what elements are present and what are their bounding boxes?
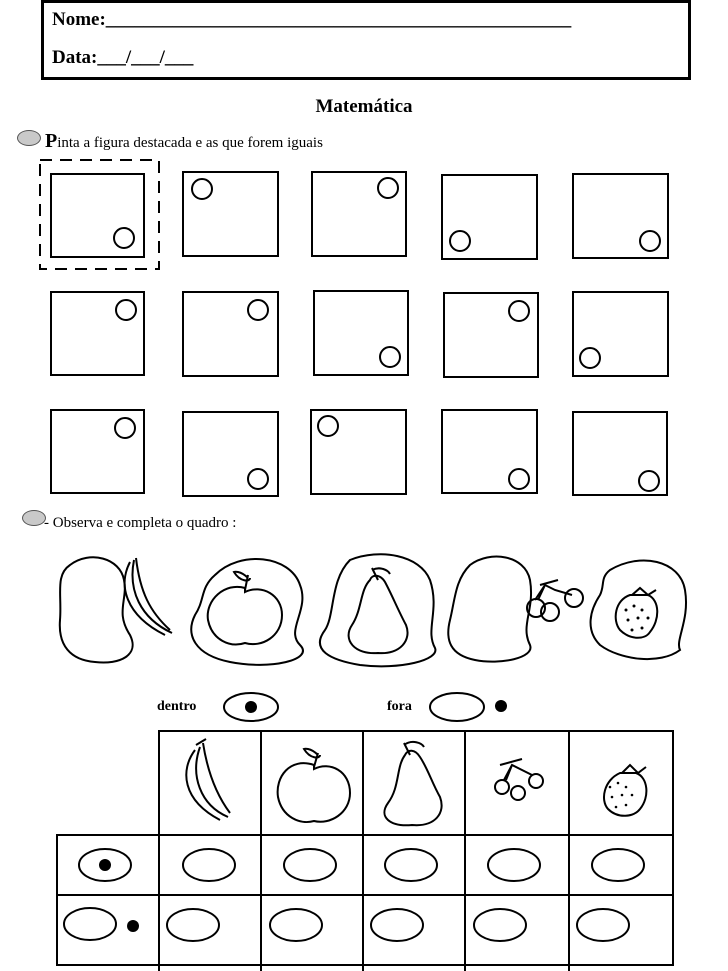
- name-field-label[interactable]: Nome:_________________________________________________: [52, 9, 572, 30]
- table-apple-icon: [278, 749, 350, 822]
- table-banana-icon: [186, 739, 230, 820]
- example-outside-dot: [127, 920, 139, 932]
- square-r1c5[interactable]: [573, 174, 668, 258]
- exercise1-bullet-icon: [17, 130, 41, 146]
- square-r3c1[interactable]: [51, 410, 144, 493]
- cherry-icon: [565, 589, 583, 607]
- answer-ellipse-strawberry-outside[interactable]: [577, 909, 629, 941]
- circle-icon: [378, 178, 398, 198]
- blob-3: [320, 554, 436, 666]
- cherry-stems: [535, 580, 572, 600]
- circle-icon: [380, 347, 400, 367]
- answer-ellipse-cherry-inside[interactable]: [488, 849, 540, 881]
- circle-icon: [116, 300, 136, 320]
- legend-outside-icon: [428, 690, 513, 724]
- legend-inside-label: dentro: [157, 699, 197, 714]
- answer-ellipse-cherry-outside[interactable]: [474, 909, 526, 941]
- highlight-dashed-frame: [40, 160, 159, 269]
- answer-ellipse-apple-inside[interactable]: [284, 849, 336, 881]
- legend-outside-label: fora: [387, 699, 412, 714]
- fruit-blobs-row: [0, 540, 728, 690]
- table-cherry-icon: [529, 774, 543, 788]
- table-row-outside: [57, 895, 673, 965]
- circle-icon: [115, 418, 135, 438]
- pear-icon: [349, 568, 408, 653]
- square-r3c4[interactable]: [442, 410, 537, 493]
- example-inside-dot: [99, 859, 111, 871]
- exercise1-instruction-text: inta a figura destacada e as que forem iguais: [57, 135, 323, 151]
- date-field-label[interactable]: Data:___/___/___: [52, 47, 194, 68]
- table-pear-icon: [384, 742, 441, 825]
- blob-1: [60, 557, 133, 662]
- square-r3c3[interactable]: [311, 410, 406, 494]
- table-header-row: [159, 731, 673, 835]
- square-r2c1[interactable]: [51, 292, 144, 375]
- answer-ellipse-example-outside: [64, 908, 116, 940]
- square-r1c4[interactable]: [442, 175, 537, 259]
- square-r1c2[interactable]: [183, 172, 278, 256]
- exercise1-instruction-cap: P: [45, 130, 58, 152]
- exercise2-bullet-icon: [22, 510, 46, 526]
- square-r2c2[interactable]: [183, 292, 278, 376]
- answer-ellipse-strawberry-inside[interactable]: [592, 849, 644, 881]
- square-r1c1[interactable]: [51, 174, 144, 257]
- banana-icon: [125, 558, 172, 635]
- circle-icon: [450, 231, 470, 251]
- circle-icon: [114, 228, 134, 248]
- circle-icon: [509, 469, 529, 489]
- page-title: Matemática: [315, 96, 413, 117]
- square-r3c2[interactable]: [183, 412, 278, 496]
- answer-ellipse-pear-outside[interactable]: [371, 909, 423, 941]
- answer-table: [0, 725, 728, 971]
- table-strawberry-icon: [604, 765, 646, 816]
- circle-icon: [509, 301, 529, 321]
- circle-icon: [640, 231, 660, 251]
- answer-ellipse-banana-outside[interactable]: [167, 909, 219, 941]
- circle-icon: [248, 469, 268, 489]
- circle-icon: [192, 179, 212, 199]
- legend-inside-icon: [222, 690, 282, 724]
- circle-icon: [318, 416, 338, 436]
- square-r1c3[interactable]: [312, 172, 406, 256]
- exercise1-instruction: [45, 130, 323, 153]
- square-r3c5[interactable]: [573, 412, 667, 495]
- table-cherry-icon: [495, 780, 509, 794]
- answer-ellipse-banana-inside[interactable]: [183, 849, 235, 881]
- circle-icon: [639, 471, 659, 491]
- circle-icon: [580, 348, 600, 368]
- answer-ellipse-pear-inside[interactable]: [385, 849, 437, 881]
- circle-icon: [248, 300, 268, 320]
- strawberry-icon: [616, 588, 658, 638]
- square-r2c4[interactable]: [444, 293, 538, 377]
- table-cherry-stems: [500, 759, 532, 780]
- blob-4: [448, 557, 531, 662]
- square-r2c5[interactable]: [573, 292, 668, 376]
- answer-ellipse-apple-outside[interactable]: [270, 909, 322, 941]
- square-r2c3[interactable]: [314, 291, 408, 375]
- table-cherry-icon: [511, 786, 525, 800]
- table-row-inside: [57, 835, 673, 895]
- exercise2-instruction: - Observa e completa o quadro :: [44, 515, 237, 531]
- header-box: [41, 0, 691, 80]
- apple-icon: [208, 572, 282, 645]
- blob-5: [591, 560, 687, 659]
